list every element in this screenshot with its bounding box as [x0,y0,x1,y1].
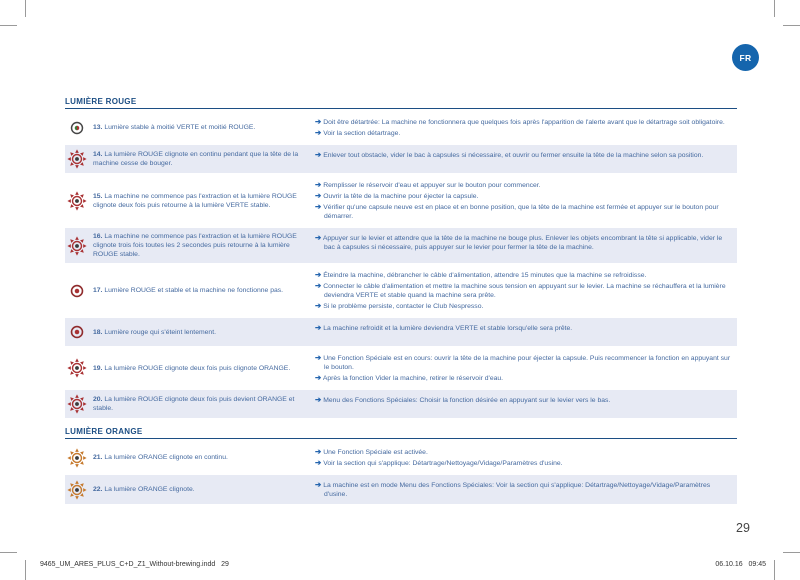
trouble-row [65,442,737,473]
problem-text [93,364,290,373]
arrow-icon: ➔ [315,353,322,362]
crop-mark [783,552,800,553]
solutions-cell [315,322,733,342]
troubleshooting-content [65,97,737,513]
problem-text [93,192,305,210]
problem-description: Lumière rouge qui s'éteint lentement. [104,328,216,336]
problem-text [93,150,305,168]
problem-cell [67,179,305,222]
solution-text: Après la fonction Vider la machine, retirer le réservoir d'eau. [322,375,504,382]
problem-description: La machine ne commence pas l'extraction et la lumière ROUGE clignote trois fois toutes les 2 secondes puis retourne à la lumière ROUGE stable. [93,233,297,258]
solution-item [315,323,733,333]
solutions-cell [315,232,733,259]
item-number: 22. [93,486,103,493]
solution-text: Si le problème persiste, contacter le Club Nespresso. [323,303,484,310]
section-title: LUMIÈRE ROUGE [65,97,137,106]
solution-text: Enlever tout obstacle, vider le bac à capsules si nécessaire, et ouvrir ou fermer ensuite la tête de la machine selon sa position. [323,152,704,159]
trouble-row [65,318,737,346]
item-number: 20. [93,396,103,403]
problem-text [93,232,305,259]
arrow-icon: ➔ [315,128,322,137]
solutions-cell [315,446,733,469]
solution-item [315,202,733,221]
item-number: 16. [93,233,103,240]
item-number: 19. [93,364,103,372]
arrow-icon: ➔ [315,233,322,242]
trouble-row [65,348,737,388]
page-number: 29 [736,521,750,535]
trouble-row [65,228,737,263]
solutions-cell [315,352,733,384]
problem-text [93,328,216,337]
solution-text: Remplisser le réservoir d'eau et appuyer sur le bouton pour commencer. [323,182,541,189]
steady-red-light-icon [67,281,87,301]
problem-text [93,123,255,132]
solution-item [315,128,733,138]
solution-item [315,281,733,300]
solution-item [315,458,733,468]
solution-text: La machine est en mode Menu des Fonctions Spéciales: Voir la section qui s'applique: Détartrage/Nettoyage/Vidage/Paramètres d'usine. [323,482,711,498]
arrow-icon: ➔ [315,150,322,159]
arrow-icon: ➔ [315,117,322,126]
blink-orange-light-icon [67,480,87,500]
crop-mark [25,560,26,580]
problem-text [93,286,283,295]
problem-cell [67,269,305,312]
arrow-icon: ➔ [315,301,322,310]
trouble-row [65,112,737,143]
problem-cell [67,446,305,469]
arrow-icon: ➔ [315,180,322,189]
solution-text: Menu des Fonctions Spéciales: Choisir la fonction désirée en appuyant sur le levier vers le bas. [323,397,611,404]
solution-item [315,150,733,160]
solution-text: Connecter le câble d'alimentation et mettre la machine sous tension en appuyant sur le levier. La machine se réchauffera et la lumière deviendra VERTE et stable quand la machine sera prête. [323,283,726,299]
solutions-cell [315,149,733,169]
blink-red-light-icon [67,236,87,256]
trouble-row [65,475,737,504]
solutions-cell [315,479,733,500]
solution-item [315,480,733,499]
blink-orange-light-icon [67,448,87,468]
item-number: 18. [93,328,103,336]
arrow-icon: ➔ [315,191,322,200]
crop-mark [0,25,17,26]
problem-text [93,395,305,413]
problem-description: Lumière stable à moitié VERTE et moitié ROUGE. [104,124,256,131]
problem-description: La lumière ORANGE clignote en continu. [104,454,228,461]
arrow-icon: ➔ [315,480,322,489]
solution-text: Une Fonction Spéciale est en cours: ouvrir la tête de la machine pour éjecter la capsule. Puis recommencer la fonction en appuyant sur le bouton. [323,355,731,371]
problem-description: La lumière ROUGE clignote en continu pendant que la tête de la machine cesse de bouger. [93,151,299,167]
half-green-red-light-icon [67,118,87,138]
solutions-cell [315,394,733,414]
crop-mark [783,25,800,26]
solutions-cell [315,116,733,139]
problem-cell [67,479,305,500]
solution-item [315,353,733,372]
problem-cell [67,394,305,414]
problem-description: La machine ne commence pas l'extraction et la lumière ROUGE clignote deux fois puis retourne à la lumière VERTE stable. [93,192,297,209]
problem-description: La lumière ROUGE clignote deux fois puis devient ORANGE et stable. [93,396,295,412]
problem-description: La lumière ROUGE clignote deux fois puis clignote ORANGE. [104,364,291,372]
item-number: 15. [93,192,103,200]
trouble-row [65,265,737,316]
arrow-icon: ➔ [315,395,322,404]
language-badge: FR [732,44,759,71]
arrow-icon: ➔ [315,281,322,290]
problem-cell [67,116,305,139]
section-divider [65,108,737,109]
arrow-icon: ➔ [315,270,322,279]
problem-description: Lumière ROUGE et stable et la machine ne fonctionne pas. [104,287,284,294]
solution-text: Ouvrir la tête de la machine pour éjecter la capsule. [323,193,479,200]
solution-item [315,301,733,311]
solution-item [315,117,733,127]
light-section [65,97,737,418]
crop-mark [25,0,26,17]
solution-item [315,373,733,383]
section-title: LUMIÈRE ORANGE [65,427,143,436]
print-slug-filename: 9465_UM_ARES_PLUS_C+D_Z1_Without-brewing.indd 29 [40,561,229,568]
crop-mark [774,560,775,580]
solution-item [315,180,733,190]
arrow-icon: ➔ [315,202,322,211]
trouble-row [65,145,737,173]
arrow-icon: ➔ [315,373,322,382]
solution-text: Voir la section qui s'applique: Détartrage/Nettoyage/Vidage/Paramètres d'usine. [323,460,563,467]
solution-text: Doit être détartrée: La machine ne fonctionnera que quelques fois après l'apparition de l'alerte avant que le détartrage soit obligatoire. [323,119,725,126]
arrow-icon: ➔ [315,447,322,456]
solution-text: Une Fonction Spéciale est activée. [323,449,428,456]
solution-text: Vérifier qu'une capsule neuve est en place et en bonne position, que la tête de la machine est fermée et appuyer sur le bouton pour démarrer. [323,204,719,220]
problem-cell [67,352,305,384]
solutions-cell [315,269,733,312]
steady-red-light-icon [67,322,87,342]
solution-text: Éteindre la machine, débrancher le câble d'alimentation, attendre 15 minutes que la machine se refroidisse. [323,272,647,279]
trouble-row [65,175,737,226]
trouble-row [65,390,737,418]
problem-cell [67,322,305,342]
item-number: 21. [93,454,103,461]
solution-text: Voir la section détartrage. [323,130,401,137]
solution-item [315,191,733,201]
solution-item [315,233,733,252]
blink-red-light-icon [67,191,87,211]
blink-red-light-icon [67,358,87,378]
arrow-icon: ➔ [315,323,322,332]
crop-mark [0,552,17,553]
problem-cell [67,232,305,259]
section-divider [65,438,737,439]
light-section [65,427,737,504]
item-number: 13. [93,124,103,131]
crop-mark [774,0,775,17]
item-number: 17. [93,287,103,294]
print-slug-datetime: 06.10.16 09:45 [715,561,766,568]
blink-red-light-icon [67,394,87,414]
problem-text [93,485,195,494]
solution-item [315,270,733,280]
arrow-icon: ➔ [315,458,322,467]
problem-description: La lumière ORANGE clignote. [104,486,195,493]
problem-text [93,453,228,462]
problem-cell [67,149,305,169]
solution-text: La machine refroidit et la lumière deviendra VERTE et stable lorsqu'elle sera prête. [323,325,573,332]
item-number: 14. [93,151,103,158]
solution-text: Appuyer sur le levier et attendre que la tête de la machine ne bouge plus. Enlever les objets encombrant la tête si applicable, vider le bac à capsules si nécessaire, puis appuyer sur le levier pour fermer la tête de la machine. [322,235,723,251]
solution-item [315,447,733,457]
solution-item [315,395,733,405]
blink-red-light-icon [67,149,87,169]
solutions-cell [315,179,733,222]
